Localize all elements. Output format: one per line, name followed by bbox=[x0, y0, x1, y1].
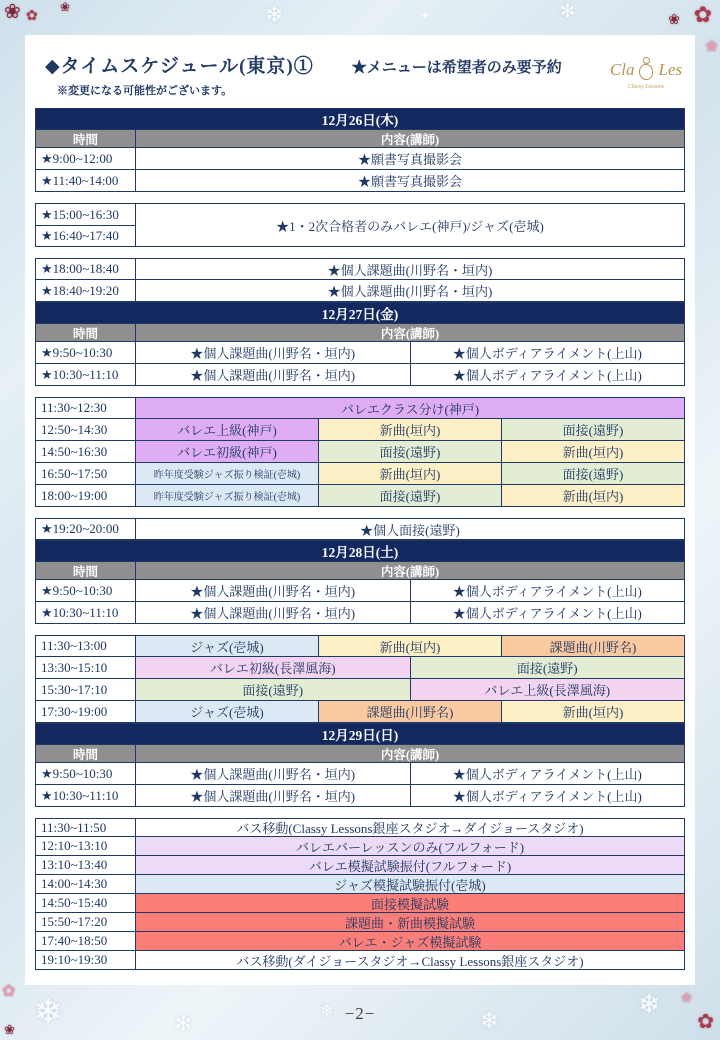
content-cells bbox=[136, 398, 684, 418]
schedule-row bbox=[35, 763, 685, 785]
schedule-row bbox=[35, 932, 685, 951]
content-cell: ★個人課題曲(川野名・垣内) bbox=[136, 342, 410, 363]
content-cell: ★個人ボディアライメント(上山) bbox=[410, 580, 685, 601]
content-cells bbox=[136, 148, 684, 169]
content-cell: ジャズ(壱城) bbox=[136, 636, 318, 656]
page-number: −2− bbox=[344, 1004, 376, 1023]
content-cells bbox=[136, 913, 684, 931]
time-cell: 14:00~14:30 bbox=[36, 875, 136, 893]
content-cells bbox=[136, 894, 684, 912]
content-cell: ★個人面接(遠野) bbox=[136, 519, 684, 539]
time-column-header: 時間 bbox=[36, 324, 136, 341]
flower-icon: ❀ bbox=[681, 990, 692, 1005]
content-cell: バレエ・ジャズ模擬試験 bbox=[136, 932, 684, 950]
content-cells bbox=[136, 701, 684, 722]
content-cell: ★個人課題曲(川野名・垣内) bbox=[136, 364, 410, 385]
content-cell: ★個人課題曲(川野名・垣内) bbox=[136, 580, 410, 601]
content-cell: 面接(遠野) bbox=[318, 485, 501, 506]
time-cell: 15:30~17:10 bbox=[36, 679, 136, 700]
flower-icon: ❀ bbox=[705, 39, 718, 55]
schedule-row bbox=[35, 419, 685, 441]
column-header-row bbox=[35, 324, 685, 342]
flower-icon: ✿ bbox=[693, 2, 712, 27]
time-cell: ★16:40~17:40 bbox=[36, 225, 135, 246]
flower-icon: ❀ bbox=[60, 0, 71, 14]
time-cell: ★10:30~11:10 bbox=[36, 785, 136, 806]
content-cells bbox=[136, 280, 684, 301]
content-cells bbox=[136, 932, 684, 950]
flower-icon: ❀ bbox=[668, 13, 680, 28]
time-column-header: 時間 bbox=[36, 562, 136, 579]
schedule-row bbox=[35, 602, 685, 624]
content-cell: 面接(遠野) bbox=[501, 419, 684, 440]
section-gap bbox=[35, 386, 685, 397]
flower-icon: ❀ bbox=[4, 1022, 15, 1037]
sparkle-icon: ✦ bbox=[420, 9, 431, 23]
section-gap bbox=[35, 192, 685, 203]
content-column-header: 内容(講師) bbox=[380, 326, 440, 341]
date-header: 12月29日(日) bbox=[35, 723, 685, 745]
time-cell: 12:10~13:10 bbox=[36, 837, 136, 855]
content-cell: バレエ模擬試験振付(フルフォード) bbox=[136, 856, 684, 874]
date-header: 12月28日(土) bbox=[35, 540, 685, 562]
content-cell: 面接(遠野) bbox=[136, 679, 410, 700]
section-gap bbox=[35, 247, 685, 258]
content-cell: 新曲(垣内) bbox=[318, 463, 501, 484]
time-cell: ★9:00~12:00 bbox=[36, 148, 136, 169]
time-cell: 19:10~19:30 bbox=[36, 951, 136, 969]
content-cell: ★個人課題曲(川野名・垣内) bbox=[136, 763, 410, 784]
document-sheet bbox=[25, 35, 695, 985]
content-cells bbox=[136, 837, 684, 855]
schedule-row bbox=[35, 463, 685, 485]
schedule-row bbox=[35, 580, 685, 602]
date-header: 12月27日(金) bbox=[35, 302, 685, 324]
content-cells bbox=[136, 519, 684, 539]
content-column-header: 内容(講師) bbox=[380, 747, 440, 762]
time-cell: 12:50~14:30 bbox=[36, 419, 136, 440]
content-cell: バレエ初級(神戸) bbox=[136, 441, 318, 462]
time-column-header: 時間 bbox=[36, 745, 136, 762]
flower-icon: ✿ bbox=[26, 9, 38, 24]
content-cells bbox=[136, 419, 684, 440]
flower-icon: ✿ bbox=[2, 983, 16, 1000]
date-header: 12月26日(木) bbox=[35, 108, 685, 130]
reservation-note: ★メニューは希望者のみ要予約 bbox=[351, 60, 562, 76]
content-cell: 面接(遠野) bbox=[318, 441, 501, 462]
content-cells bbox=[136, 580, 684, 601]
content-cells bbox=[136, 170, 684, 191]
content-cells bbox=[136, 763, 684, 784]
content-cell: 面接(遠野) bbox=[410, 657, 685, 678]
logo-script: Classy Lessons bbox=[627, 84, 665, 90]
schedule-row bbox=[35, 951, 685, 970]
snowflake-icon: ❄ bbox=[320, 1003, 334, 1020]
section-gap bbox=[35, 507, 685, 518]
time-cell: ★19:20~20:00 bbox=[36, 519, 136, 539]
content-cell: 新曲(垣内) bbox=[318, 636, 501, 656]
content-column-header: 内容(講師) bbox=[380, 132, 440, 147]
time-column-header: 時間 bbox=[36, 130, 136, 147]
schedule-row bbox=[35, 856, 685, 875]
schedule-row bbox=[35, 875, 685, 894]
schedule-row bbox=[35, 397, 685, 419]
content-cells bbox=[136, 875, 684, 893]
content-cells bbox=[136, 636, 684, 656]
content-cell: ★個人ボディアライメント(上山) bbox=[410, 342, 685, 363]
schedule-row bbox=[35, 818, 685, 837]
logo-face-icon bbox=[636, 57, 656, 83]
time-cell: ★11:40~14:00 bbox=[36, 170, 136, 191]
content-cell: 面接模擬試験 bbox=[136, 894, 684, 912]
schedule-row bbox=[35, 170, 685, 192]
content-cells bbox=[136, 364, 684, 385]
content-cell: バス移動(Classy Lessons銀座スタジオ→ダイジョースタジオ) bbox=[136, 819, 684, 836]
content-cells bbox=[136, 951, 684, 969]
content-cell: 昨年度受験ジャズ振り検証(壱城) bbox=[136, 485, 318, 506]
content-cell: ★個人ボディアライメント(上山) bbox=[410, 763, 685, 784]
time-cell: 14:50~16:30 bbox=[36, 441, 136, 462]
column-header-row bbox=[35, 745, 685, 763]
time-cell: ★9:50~10:30 bbox=[36, 580, 136, 601]
content-cells bbox=[136, 856, 684, 874]
content-cell: ★個人ボディアライメント(上山) bbox=[410, 602, 685, 623]
column-header-row bbox=[35, 562, 685, 580]
content-cell: 新曲(垣内) bbox=[501, 441, 684, 462]
time-cell: 11:30~12:30 bbox=[36, 398, 136, 418]
flower-icon: ✿ bbox=[697, 1011, 714, 1033]
content-cell: バレエクラス分け(神戸) bbox=[136, 398, 684, 418]
logo-text-left: Cla bbox=[609, 60, 635, 79]
time-cell: 15:50~17:20 bbox=[36, 913, 136, 931]
content-cell: ★個人課題曲(川野名・垣内) bbox=[136, 280, 684, 301]
content-cell: 新曲(垣内) bbox=[318, 419, 501, 440]
content-cell: バス移動(ダイジョースタジオ→Classy Lessons銀座スタジオ) bbox=[136, 951, 684, 969]
logo bbox=[603, 57, 689, 90]
content-cell: 新曲(垣内) bbox=[501, 485, 684, 506]
schedule-row bbox=[35, 679, 685, 701]
time-cell: 13:30~15:10 bbox=[36, 657, 136, 678]
schedule-row bbox=[35, 342, 685, 364]
schedule-row bbox=[35, 635, 685, 657]
time-cell: ★15:00~16:30 bbox=[41, 206, 119, 222]
content-cells bbox=[136, 441, 684, 462]
content-cell: ★個人課題曲(川野名・垣内) bbox=[136, 785, 410, 806]
section-gap bbox=[35, 624, 685, 635]
schedule-row bbox=[35, 441, 685, 463]
time-cell: 18:00~19:00 bbox=[36, 485, 136, 506]
snowflake-icon: ✻ bbox=[560, 1, 576, 21]
change-note: ※変更になる可能性がございます。 bbox=[57, 85, 233, 97]
content-cells bbox=[136, 785, 684, 806]
schedule-row bbox=[35, 258, 685, 280]
content-cell: 昨年度受験ジャズ振り検証(壱城) bbox=[136, 463, 318, 484]
content-cell: 課題曲(川野名) bbox=[501, 636, 684, 656]
time-cell-group bbox=[36, 204, 136, 246]
snowflake-icon: ❄ bbox=[480, 1008, 499, 1033]
section-gap bbox=[35, 807, 685, 818]
content-cells bbox=[136, 819, 684, 836]
schedule-row bbox=[35, 148, 685, 170]
logo-text-right: Les bbox=[658, 60, 683, 79]
schedule-row bbox=[35, 518, 685, 540]
time-cell: 13:10~13:40 bbox=[36, 856, 136, 874]
page-title: ◆タイムスケジュール(東京)① bbox=[45, 56, 314, 77]
schedule-row bbox=[35, 203, 685, 247]
time-cell: ★10:30~11:10 bbox=[36, 364, 136, 385]
schedule-row bbox=[35, 280, 685, 302]
schedule-row bbox=[35, 894, 685, 913]
content-cell: ★1・2次合格者のみバレエ(神戸)/ジャズ(壱城) bbox=[136, 204, 684, 246]
snowflake-icon: ❄ bbox=[638, 990, 660, 1019]
content-cells bbox=[136, 679, 684, 700]
content-column-header: 内容(講師) bbox=[380, 564, 440, 579]
content-cell: ★個人ボディアライメント(上山) bbox=[410, 785, 685, 806]
titlebar bbox=[25, 35, 695, 78]
flower-icon: ❀ bbox=[4, 1, 21, 23]
schedule-table bbox=[35, 108, 685, 970]
content-cell: ★願書写真撮影会 bbox=[136, 148, 684, 169]
content-cell: 新曲(垣内) bbox=[501, 701, 684, 722]
content-cell: ★願書写真撮影会 bbox=[136, 170, 684, 191]
time-cell: ★9:50~10:30 bbox=[36, 342, 136, 363]
time-cell: 11:30~13:00 bbox=[36, 636, 136, 656]
time-cell: ★9:50~10:30 bbox=[36, 763, 136, 784]
schedule-row bbox=[35, 364, 685, 386]
snowflake-icon: ❄ bbox=[265, 2, 284, 27]
content-cell: ★個人課題曲(川野名・垣内) bbox=[136, 602, 410, 623]
content-cell: 課題曲(川野名) bbox=[318, 701, 501, 722]
content-cell: ★個人ボディアライメント(上山) bbox=[410, 364, 685, 385]
time-cell: ★18:00~18:40 bbox=[36, 259, 136, 279]
content-cells bbox=[136, 259, 684, 279]
content-cell: バレエバーレッスンのみ(フルフォード) bbox=[136, 837, 684, 855]
content-cells bbox=[136, 657, 684, 678]
content-cells bbox=[136, 342, 684, 363]
schedule-row bbox=[35, 657, 685, 679]
time-cell: 17:40~18:50 bbox=[36, 932, 136, 950]
schedule-row bbox=[35, 785, 685, 807]
time-cell: 16:50~17:50 bbox=[36, 463, 136, 484]
content-cell: 面接(遠野) bbox=[501, 463, 684, 484]
content-cells bbox=[136, 204, 684, 246]
time-cell: ★10:30~11:10 bbox=[36, 602, 136, 623]
schedule-row bbox=[35, 837, 685, 856]
content-cell: バレエ初級(長澤風海) bbox=[136, 657, 410, 678]
column-header-row bbox=[35, 130, 685, 148]
schedule-row bbox=[35, 701, 685, 723]
snowflake-icon: ✻ bbox=[175, 1013, 192, 1035]
content-cell: ★個人課題曲(川野名・垣内) bbox=[136, 259, 684, 279]
time-cell: ★18:40~19:20 bbox=[36, 280, 136, 301]
snowflake-icon: ❄ bbox=[34, 994, 63, 1031]
schedule-row bbox=[35, 485, 685, 507]
content-cells bbox=[136, 463, 684, 484]
content-cell: ジャズ(壱城) bbox=[136, 701, 318, 722]
content-cells bbox=[136, 602, 684, 623]
content-cells bbox=[136, 485, 684, 506]
content-cell: バレエ上級(長澤風海) bbox=[410, 679, 685, 700]
time-cell: 11:30~11:50 bbox=[36, 819, 136, 836]
time-cell: 17:30~19:00 bbox=[36, 701, 136, 722]
content-cell: ジャズ模擬試験振付(壱城) bbox=[136, 875, 684, 893]
content-cell: バレエ上級(神戸) bbox=[136, 419, 318, 440]
schedule-row bbox=[35, 913, 685, 932]
content-cell: 課題曲・新曲模擬試験 bbox=[136, 913, 684, 931]
time-cell: 14:50~15:40 bbox=[36, 894, 136, 912]
